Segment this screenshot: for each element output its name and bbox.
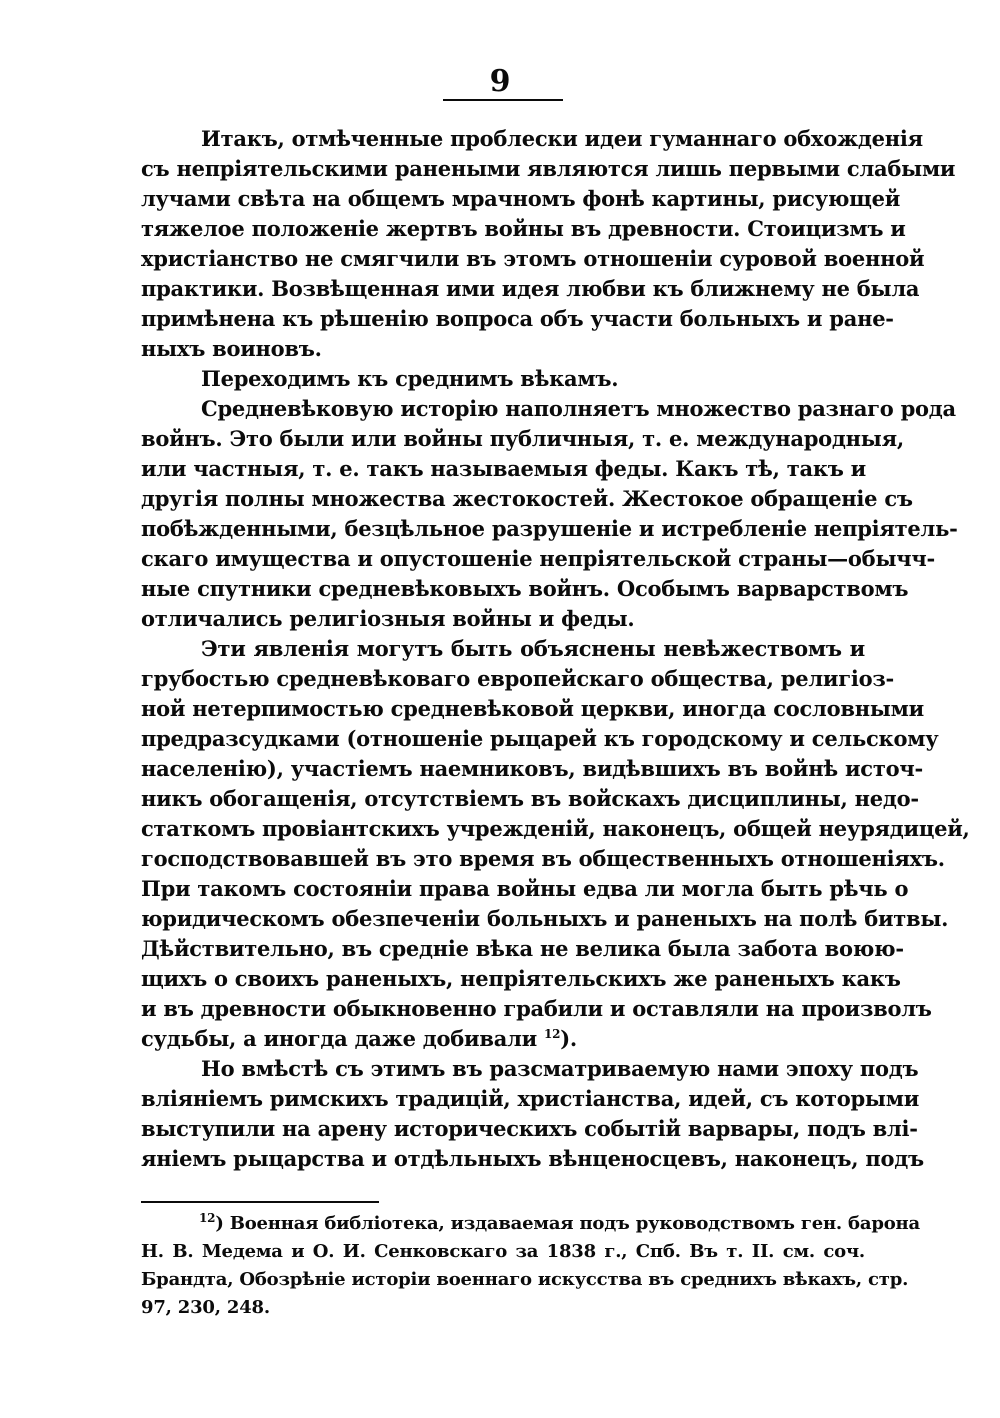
footnote-bold-title: Военная библіотека (229, 1213, 439, 1234)
footnote-reference-mark: 12 (544, 1027, 561, 1041)
body-text (141, 124, 970, 1174)
paragraph-4-line-11: Дѣйствительно, въ средніе вѣка не велика была забота воюю- (141, 936, 904, 961)
paragraph-1-line-8: ныхъ воиновъ. (141, 336, 322, 361)
footnote (141, 1210, 920, 1322)
paragraph-3-line-6: скаго имущества и опустошеніе непріятельской страны—обычч- (141, 546, 935, 571)
footnote-line-4: 97, 230, 248. (141, 1297, 270, 1318)
footnote-line-1-rest: , издаваемая подъ руководствомъ ген. барона (438, 1213, 920, 1234)
footnote-line-1: $^{12}$) Военная библіотека, издаваемая подъ руководствомъ ген. барона (199, 1211, 920, 1234)
footnote-rule (141, 1201, 379, 1203)
paragraph-4-line-5: населенію), участіемъ наемниковъ, видѣвшихъ въ войнѣ источ- (141, 756, 923, 781)
paragraph-4-line-9: При такомъ состояніи права войны едва ли могла быть рѣчь о (141, 876, 909, 901)
paragraph-4-line-7: статкомъ провіантскихъ учрежденій, наконецъ, общей неурядицей, (141, 816, 970, 841)
paragraph-3-line-7: ные спутники средневѣковыхъ войнъ. Особымъ варварствомъ (141, 576, 909, 601)
paragraph-1-line-7: примѣнена къ рѣшенію вопроса объ участи больныхъ и ране- (141, 306, 894, 331)
paragraph-4-line-10: юридическомъ обезпеченіи больныхъ и раненыхъ на полѣ битвы. (141, 906, 949, 931)
paragraph-3-line-3: или частныя, т. е. такъ называемыя феды. Какъ тѣ, такъ и (141, 456, 866, 481)
paragraph-4-line-3: ной нетерпимостью средневѣковой церкви, иногда сословными (141, 696, 924, 721)
paragraph-1-line-3: лучами свѣта на общемъ мрачномъ фонѣ картины, рисующей (141, 186, 901, 211)
paragraph-1-line-4: тяжелое положеніе жертвъ войны въ древности. Стоицизмъ и (141, 216, 906, 241)
paragraph-3-line-4: другія полны множества жестокостей. Жестокое обращеніе съ (141, 486, 913, 511)
paragraph-4-line-1: Эти явленія могутъ быть объяснены невѣжествомъ и (201, 636, 865, 661)
footnote-reference-tail: ). (560, 1026, 577, 1051)
paragraph-5-line-4: яніемъ рыцарства и отдѣльныхъ вѣнценосцевъ, наконецъ, подъ (141, 1146, 924, 1171)
paragraph-4-line-12: щихъ о своихъ раненыхъ, непріятельскихъ же раненыхъ какъ (141, 966, 901, 991)
paragraph-3-line-8: отличались религіозныя войны и феды. (141, 606, 635, 631)
footnote-bold-author: Брандта (141, 1269, 228, 1290)
paragraph-4-line-14 (141, 1024, 865, 1054)
footnote-line-2: Н. В. Медема и О. И. Сенковскаго за 1838 г., Спб. Въ т. II. см. соч. (141, 1241, 865, 1262)
footnote-mark: 12 (199, 1211, 216, 1225)
paragraph-3-line-1: Средневѣковую исторію наполняетъ множество разнаго рода (201, 396, 956, 421)
paragraph-4-line-13: и въ древности обыкновенно грабили и оставляли на произволъ (141, 996, 932, 1021)
paragraph-4-line-2: грубостью средневѣковаго европейскаго общества, религіоз- (141, 666, 894, 691)
paragraph-5-line-3: выступили на арену историческихъ событій варвары, подъ влі- (141, 1116, 918, 1141)
paragraph-3-line-5: побѣжденными, безцѣльное разрушеніе и истребленіе непріятель- (141, 516, 958, 541)
paragraph-1-line-1: Итакъ, отмѣченные проблески идеи гуманнаго обхожденія (201, 126, 923, 151)
page-number-rule (443, 99, 563, 101)
footnote-line-3-rest: , Обозрѣніе исторіи военнаго искусства въ среднихъ вѣкахъ, стр. (227, 1269, 909, 1290)
paragraph-4-line-8: господствовавшей въ это время въ общественныхъ отношеніяхъ. (141, 846, 945, 871)
paragraph-4-line-4: предразсудками (отношеніе рыцарей къ городскому и сельскому (141, 726, 939, 751)
paragraph-3-line-2: войнъ. Это были или войны публичныя, т. е. международныя, (141, 426, 904, 451)
paragraph-1-line-5: христіанство не смягчили въ этомъ отношеніи суровой военной (141, 246, 925, 271)
page-number: 9 (489, 64, 511, 99)
paragraph-4-line-6: никъ обогащенія, отсутствіемъ въ войскахъ дисциплины, недо- (141, 786, 919, 811)
paragraph-5-line-1: Но вмѣстѣ съ этимъ въ разсматриваемую нами эпоху подъ (201, 1056, 919, 1081)
paragraph-5-line-2: вліяніемъ римскихъ традицій, христіанства, идей, съ которыми (141, 1086, 920, 1111)
paragraph-1-line-2: съ непріятельскими ранеными являются лишь первыми слабыми (141, 156, 956, 181)
footnote-line-3 (141, 1266, 909, 1294)
paragraph-4-line-14-text: судьбы, а иногда даже добивали (141, 1026, 537, 1051)
paragraph-2-line-1: Переходимъ къ среднимъ вѣкамъ. (201, 366, 619, 391)
paragraph-1-line-6: практики. Возвѣщенная ими идея любви къ ближнему не была (141, 276, 920, 301)
